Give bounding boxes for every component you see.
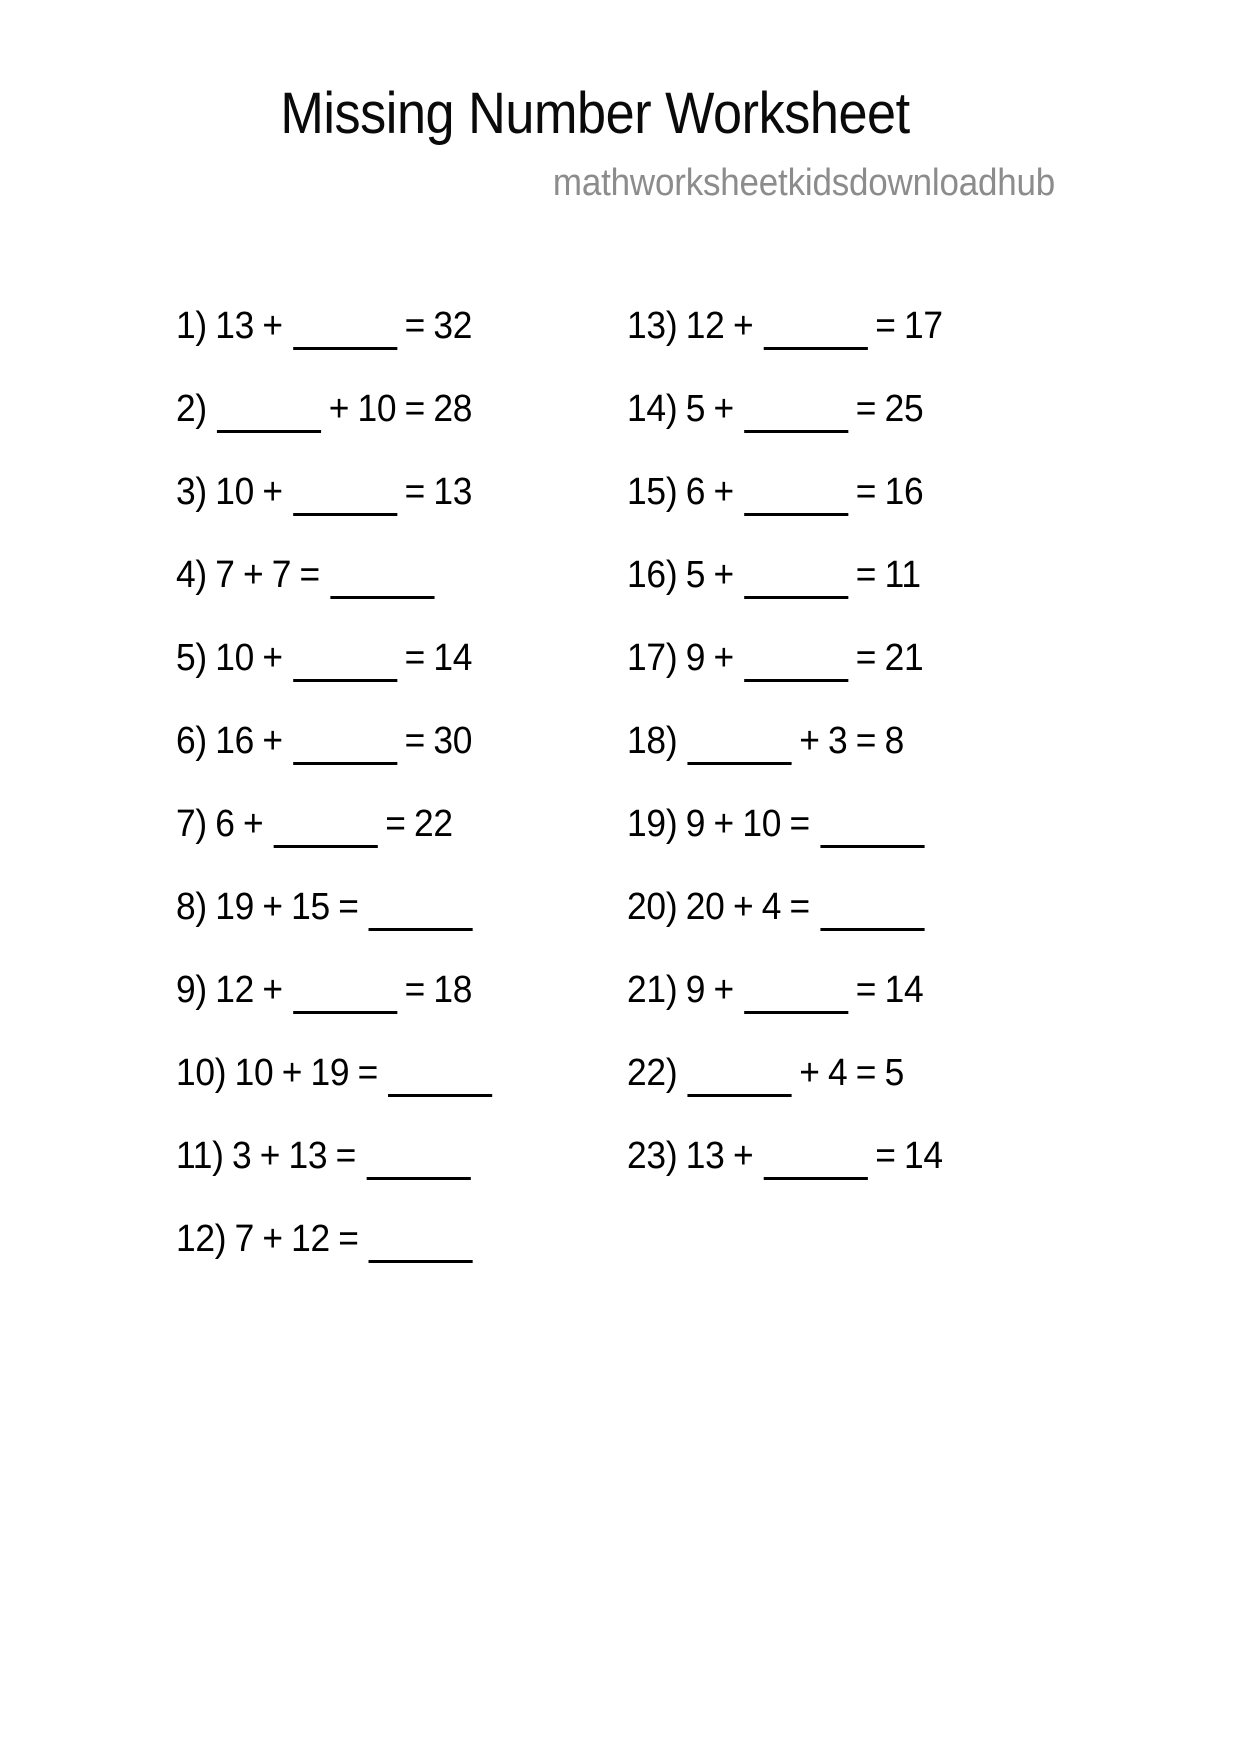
equals-operator: = xyxy=(855,554,877,596)
answer-blank-b[interactable] xyxy=(293,964,397,1014)
equals-operator: = xyxy=(855,388,877,430)
answer-blank-result[interactable] xyxy=(366,1130,470,1180)
problem-number: 16) xyxy=(627,554,678,596)
answer-blank-a[interactable] xyxy=(688,715,792,765)
plus-operator: + xyxy=(243,554,264,596)
problem-number: 20) xyxy=(627,886,678,928)
equals-operator: = xyxy=(404,471,425,513)
problem-row xyxy=(176,964,567,1047)
answer-blank-result[interactable] xyxy=(330,549,434,599)
problem-number: 13) xyxy=(627,305,678,347)
operand-a: 9 xyxy=(685,969,706,1011)
operand-result: 8 xyxy=(884,720,905,762)
problem-number: 9) xyxy=(176,969,207,1011)
operand-b: 10 xyxy=(742,803,782,845)
problem-column-left xyxy=(176,300,596,1296)
equals-operator: = xyxy=(855,637,877,679)
plus-operator: + xyxy=(262,305,283,347)
problem-row xyxy=(176,798,567,881)
problem-row xyxy=(627,549,1018,632)
problem-number: 17) xyxy=(627,637,678,679)
operand-a: 19 xyxy=(215,886,255,928)
operand-result: 32 xyxy=(433,305,473,347)
plus-operator: + xyxy=(713,471,734,513)
answer-blank-b[interactable] xyxy=(744,549,848,599)
equals-operator: = xyxy=(789,803,810,845)
answer-blank-b[interactable] xyxy=(293,300,397,350)
plus-operator: + xyxy=(713,554,734,596)
operand-result: 25 xyxy=(884,388,924,430)
operand-result: 13 xyxy=(433,471,473,513)
problem-row xyxy=(176,1047,567,1130)
equals-operator: = xyxy=(404,969,425,1011)
operand-result: 11 xyxy=(884,554,921,596)
operand-b: 13 xyxy=(288,1135,328,1177)
answer-blank-b[interactable] xyxy=(744,466,848,516)
problem-row xyxy=(176,881,567,964)
answer-blank-a[interactable] xyxy=(688,1047,792,1097)
answer-blank-b[interactable] xyxy=(293,715,397,765)
problem-number: 4) xyxy=(176,554,207,596)
operand-result: 28 xyxy=(433,388,473,430)
operand-b: 7 xyxy=(271,554,292,596)
plus-operator: + xyxy=(262,969,283,1011)
equals-operator: = xyxy=(404,720,425,762)
answer-blank-b[interactable] xyxy=(274,798,378,848)
answer-blank-a[interactable] xyxy=(217,383,321,433)
plus-operator: + xyxy=(328,388,350,430)
answer-blank-b[interactable] xyxy=(764,1130,868,1180)
operand-b: 10 xyxy=(357,388,397,430)
equals-operator: = xyxy=(855,969,877,1011)
answer-blank-b[interactable] xyxy=(744,632,848,682)
operand-b: 3 xyxy=(827,720,848,762)
problem-number: 3) xyxy=(176,471,207,513)
problem-row xyxy=(176,632,567,715)
answer-blank-result[interactable] xyxy=(369,881,473,931)
page-title: Missing Number Worksheet xyxy=(280,81,910,146)
answer-blank-b[interactable] xyxy=(744,964,848,1014)
operand-a: 5 xyxy=(685,388,706,430)
problem-number: 5) xyxy=(176,637,207,679)
operand-a: 7 xyxy=(215,554,235,596)
problem-number: 18) xyxy=(627,720,678,762)
problem-number: 1) xyxy=(176,305,207,347)
problem-number: 23) xyxy=(627,1135,678,1177)
operand-result: 21 xyxy=(884,637,924,679)
plus-operator: + xyxy=(243,803,264,845)
problem-number: 22) xyxy=(627,1052,678,1094)
problem-number: 8) xyxy=(176,886,207,928)
problem-number: 11) xyxy=(176,1135,224,1177)
operand-b: 15 xyxy=(291,886,330,928)
problem-number: 14) xyxy=(627,388,678,430)
operand-b: 19 xyxy=(310,1052,350,1094)
problem-column-right xyxy=(627,300,1047,1213)
problem-number: 6) xyxy=(176,720,207,762)
answer-blank-b[interactable] xyxy=(293,466,397,516)
problem-number: 12) xyxy=(176,1218,227,1260)
operand-a: 6 xyxy=(215,803,235,845)
operand-a: 20 xyxy=(685,886,725,928)
operand-a: 12 xyxy=(215,969,255,1011)
operand-a: 16 xyxy=(215,720,255,762)
equals-operator: = xyxy=(404,637,425,679)
answer-blank-b[interactable] xyxy=(764,300,868,350)
operand-result: 30 xyxy=(433,720,473,762)
operand-a: 6 xyxy=(685,471,706,513)
plus-operator: + xyxy=(713,637,734,679)
answer-blank-b[interactable] xyxy=(744,383,848,433)
problem-number: 10) xyxy=(176,1052,227,1094)
plus-operator: + xyxy=(262,471,283,513)
plus-operator: + xyxy=(713,803,734,845)
problem-row xyxy=(627,715,1018,798)
equals-operator: = xyxy=(789,886,810,928)
problem-row xyxy=(627,1047,1018,1130)
problem-row xyxy=(176,383,567,466)
operand-result: 17 xyxy=(904,305,943,347)
plus-operator: + xyxy=(732,1135,754,1177)
equals-operator: = xyxy=(357,1052,378,1094)
problem-number: 21) xyxy=(627,969,678,1011)
equals-operator: = xyxy=(404,305,425,347)
equals-operator: = xyxy=(855,471,877,513)
problem-number: 19) xyxy=(627,803,678,845)
equals-operator: = xyxy=(338,886,359,928)
problem-row xyxy=(176,1213,567,1296)
equals-operator: = xyxy=(875,305,896,347)
problem-number: 15) xyxy=(627,471,678,513)
plus-operator: + xyxy=(799,720,820,762)
plus-operator: + xyxy=(713,388,734,430)
equals-operator: = xyxy=(299,554,320,596)
operand-result: 16 xyxy=(884,471,924,513)
operand-a: 5 xyxy=(685,554,706,596)
operand-a: 13 xyxy=(215,305,255,347)
problem-row xyxy=(176,549,567,632)
equals-operator: = xyxy=(338,1218,359,1260)
problems-area xyxy=(0,300,1240,1400)
operand-a: 9 xyxy=(685,803,706,845)
equals-operator: = xyxy=(404,388,425,430)
answer-blank-result[interactable] xyxy=(388,1047,492,1097)
operand-a: 9 xyxy=(685,637,706,679)
operand-a: 12 xyxy=(685,305,725,347)
plus-operator: + xyxy=(281,1052,303,1094)
problem-row xyxy=(627,466,1018,549)
operand-b: 4 xyxy=(761,886,782,928)
answer-blank-result[interactable] xyxy=(820,798,924,848)
problem-row xyxy=(627,300,1018,383)
operand-b: 4 xyxy=(827,1052,848,1094)
problem-row xyxy=(176,1130,567,1213)
operand-result: 14 xyxy=(884,969,924,1011)
problem-number: 2) xyxy=(176,388,207,430)
answer-blank-result[interactable] xyxy=(369,1213,473,1263)
site-attribution: mathworksheetkidsdownloadhub xyxy=(552,162,1055,204)
problem-row xyxy=(627,383,1018,466)
plus-operator: + xyxy=(262,1218,283,1260)
equals-operator: = xyxy=(335,1135,356,1177)
plus-operator: + xyxy=(262,720,283,762)
plus-operator: + xyxy=(732,886,754,928)
operand-a: 10 xyxy=(215,471,255,513)
problem-row xyxy=(627,881,1018,964)
equals-operator: = xyxy=(855,720,877,762)
operand-a: 7 xyxy=(234,1218,255,1260)
problem-row xyxy=(627,632,1018,715)
operand-result: 22 xyxy=(413,803,453,845)
plus-operator: + xyxy=(262,886,283,928)
operand-a: 13 xyxy=(685,1135,725,1177)
problem-row xyxy=(176,715,567,798)
problem-number: 7) xyxy=(176,803,207,845)
operand-a: 10 xyxy=(234,1052,274,1094)
operand-a: 3 xyxy=(231,1135,252,1177)
plus-operator: + xyxy=(262,637,283,679)
equals-operator: = xyxy=(855,1052,877,1094)
answer-blank-result[interactable] xyxy=(820,881,924,931)
problem-row xyxy=(627,798,1018,881)
problem-row xyxy=(627,964,1018,1047)
operand-result: 14 xyxy=(433,637,473,679)
operand-a: 10 xyxy=(215,637,255,679)
equals-operator: = xyxy=(875,1135,896,1177)
operand-result: 14 xyxy=(904,1135,943,1177)
problem-row xyxy=(176,466,567,549)
problem-row xyxy=(176,300,567,383)
answer-blank-b[interactable] xyxy=(293,632,397,682)
plus-operator: + xyxy=(713,969,734,1011)
equals-operator: = xyxy=(385,803,406,845)
operand-result: 5 xyxy=(884,1052,905,1094)
problem-row xyxy=(627,1130,1018,1213)
operand-result: 18 xyxy=(433,969,473,1011)
plus-operator: + xyxy=(799,1052,820,1094)
plus-operator: + xyxy=(732,305,754,347)
plus-operator: + xyxy=(259,1135,281,1177)
operand-b: 12 xyxy=(291,1218,330,1260)
